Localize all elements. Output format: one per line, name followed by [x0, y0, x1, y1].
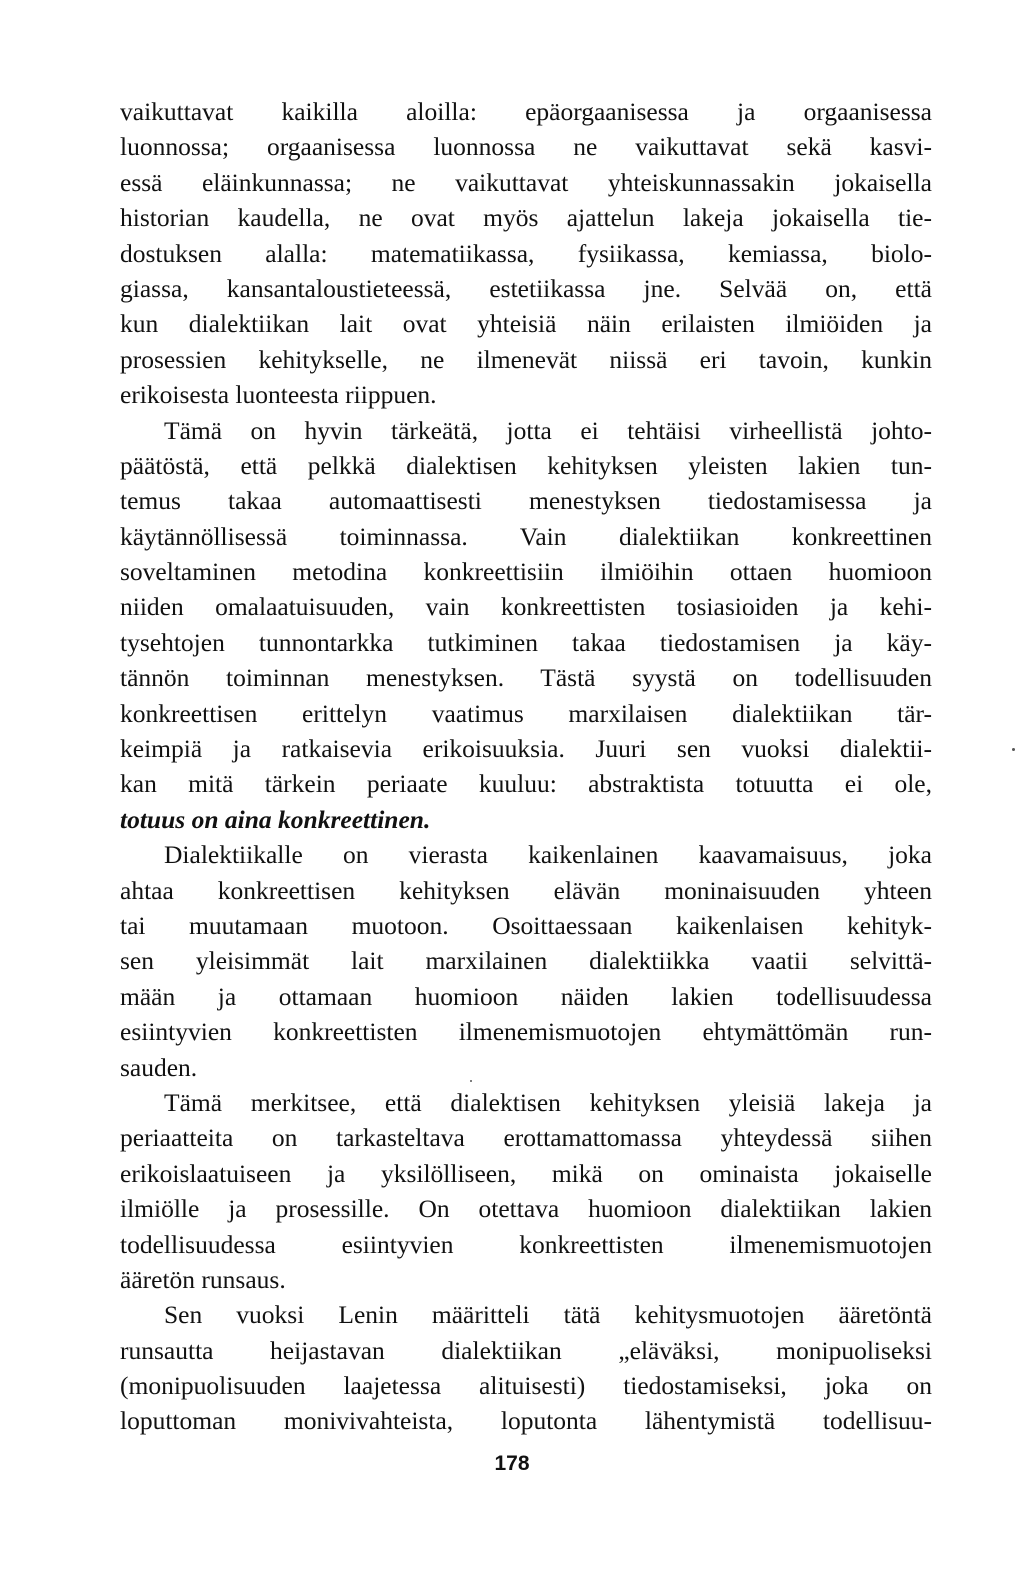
text-line: dostuksen alalla: matematiikassa, fysiikassa, kemiassa, biolo-	[120, 238, 932, 268]
text-line: historian kaudella, ne ovat myös ajattelun lakeja jokaisella tie-	[120, 203, 932, 233]
text-line: erikoisesta luonteesta riippuen.	[120, 380, 437, 410]
text-line-indented: Sen vuoksi Lenin määritteli tätä kehitysmuotojen ääretöntä	[164, 1300, 932, 1330]
text-line: runsautta heijastavan dialektiikan „eläväksi, monipuoliseksi	[120, 1335, 932, 1365]
text-line: esiintyvien konkreettisten ilmenemismuotojen ehtymättömän run-	[120, 1017, 932, 1047]
text-line: todellisuudessa esiintyvien konkreettisten ilmenemismuotojen	[120, 1229, 932, 1259]
text-line: kun dialektiikan lait ovat yhteisiä näin erilaisten ilmiöiden ja	[120, 309, 932, 339]
text-line: periaatteita on tarkasteltava erottamattomassa yhteydessä siihen	[120, 1123, 932, 1153]
text-line-indented: Dialektiikalle on vierasta kaikenlainen kaavamaisuus, joka	[164, 840, 932, 870]
text-line: essä eläinkunnassa; ne vaikuttavat yhteiskunnassakin jokaisella	[120, 167, 932, 197]
page-number: 178	[494, 1452, 530, 1475]
text-line: vaikuttavat kaikilla aloilla: epäorgaanisessa ja orgaanisessa	[120, 97, 932, 126]
text-line-indented: Tämä merkitsee, että dialektisen kehityksen yleisiä lakeja ja	[164, 1087, 932, 1117]
scan-speck	[1012, 748, 1015, 751]
text-line: tysehtojen tunnontarkka tutkiminen takaa tiedostamisen ja käy-	[120, 627, 932, 657]
text-line: käytännöllisessä toiminnassa. Vain dialektiikan konkreettinen	[120, 521, 932, 551]
body-text	[120, 94, 932, 1439]
text-line: päätöstä, että pelkkä dialektisen kehityksen yleisten lakien tun-	[120, 450, 932, 480]
text-line: kan mitä tärkein periaate kuuluu: abstraktista totuutta ei ole,	[120, 769, 932, 799]
text-line: loputtoman monivivahteista, loputonta lähentymistä todellisuu-	[120, 1406, 932, 1436]
text-line: luonnossa; orgaanisessa luonnossa ne vaikuttavat sekä kasvi-	[120, 132, 932, 162]
text-line: mään ja ottamaan huomioon näiden lakien todellisuudessa	[120, 981, 932, 1011]
text-line: prosessien kehitykselle, ne ilmenevät niissä eri tavoin, kunkin	[120, 344, 932, 374]
text-line: temus takaa automaattisesti menestyksen tiedostamisessa ja	[120, 486, 932, 516]
text-line: tai muutamaan muotoon. Osoittaessaan kaikenlaisen kehityk-	[120, 910, 932, 940]
text-line: sen yleisimmät lait marxilainen dialektiikka vaatii selvittä-	[120, 946, 932, 976]
text-line: tännön toiminnan menestyksen. Tästä syystä on todellisuuden	[120, 663, 932, 693]
text-line: (monipuolisuuden laajetessa alituisesti) tiedostamiseksi, joka on	[120, 1371, 932, 1401]
text-line: ahtaa konkreettisen kehityksen elävän moninaisuuden yhteen	[120, 875, 932, 905]
text-line: soveltaminen metodina konkreettisiin ilmiöihin ottaen huomioon	[120, 557, 932, 587]
text-line: ilmiölle ja prosessille. On otettava huomioon dialektiikan lakien	[120, 1194, 932, 1224]
text-line: konkreettisen erittelyn vaatimus marxilaisen dialektiikan tär-	[120, 698, 932, 728]
text-line: giassa, kansantaloustieteessä, estetiikassa jne. Selvää on, että	[120, 273, 932, 303]
text-line-indented: Tämä on hyvin tärkeätä, jotta ei tehtäisi virheellistä johto-	[164, 415, 932, 445]
text-line: niiden omalaatuisuuden, vain konkreettisten tosiasioiden ja kehi-	[120, 592, 932, 622]
text-line: keimpiä ja ratkaisevia erikoisuuksia. Juuri sen vuoksi dialektii-	[120, 734, 932, 764]
text-line: erikoislaatuiseen ja yksilölliseen, mikä on ominaista jokaiselle	[120, 1158, 932, 1188]
italic-text-line: totuus on aina konkreettinen.	[120, 804, 431, 834]
scan-speck	[470, 1080, 472, 1082]
text-line: sauden.	[120, 1052, 198, 1082]
text-line: ääretön runsaus.	[120, 1264, 286, 1294]
